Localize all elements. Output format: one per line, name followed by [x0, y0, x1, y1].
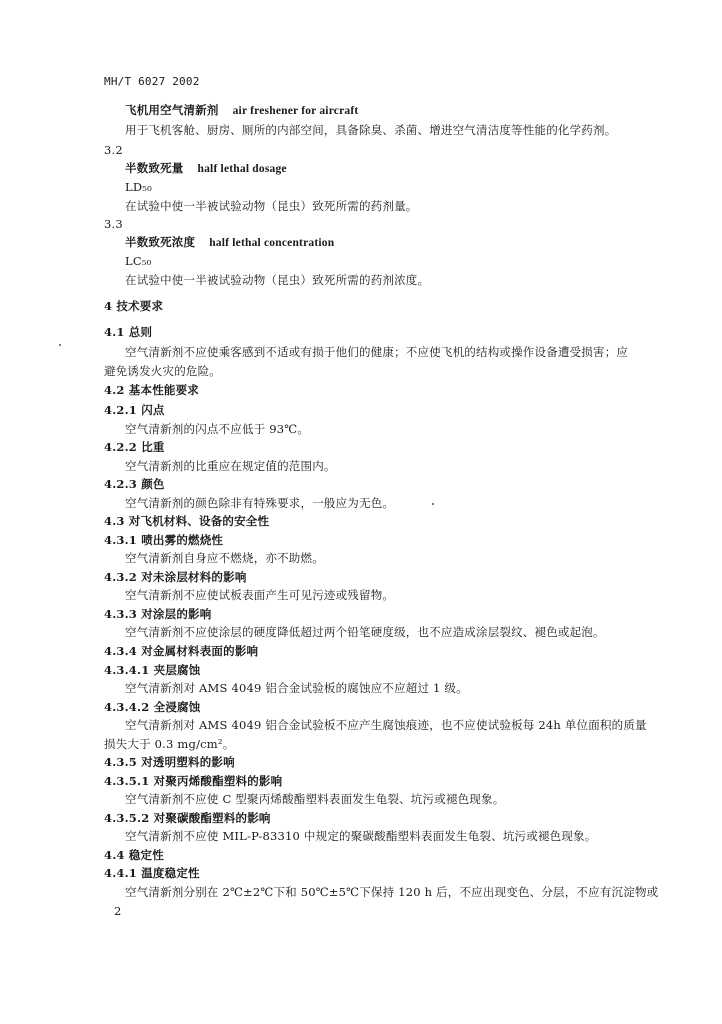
term-zh: 飞机用空气清新剂 [125, 103, 219, 117]
term-zh: 半数致死浓度 [125, 235, 196, 249]
clause-heading: 4.2.3 颜色 [104, 477, 165, 491]
paragraph-text: 空气清新剂的颜色除非有特殊要求，一般应为无色。 [125, 496, 395, 510]
section-heading: 4 技术要求 [104, 299, 164, 313]
clause-heading: 4.2.1 闪点 [104, 403, 165, 417]
clause-heading: 4.3.1 喷出雾的燃烧性 [104, 533, 224, 547]
clause-heading: 4.3 对飞机材料、设备的安全性 [104, 514, 270, 528]
term-heading [125, 235, 334, 250]
abbreviation: LC₅₀ [125, 254, 152, 268]
abbreviation: LD₅₀ [125, 180, 152, 194]
scan-speck [432, 503, 434, 505]
term-heading [125, 161, 287, 176]
clause-heading: 4.2.2 比重 [104, 440, 165, 454]
paragraph-text: 空气清新剂不应使涂层的硬度降低超过两个铅笔硬度级，也不应造成涂层裂纹、褪色或起泡。 [125, 625, 605, 639]
definition-text: 在试验中使一半被试验动物（昆虫）致死所需的药剂量。 [125, 199, 418, 213]
term-en: half lethal concentration [209, 237, 335, 249]
definition-text: 在试验中使一半被试验动物（昆虫）致死所需的药剂浓度。 [125, 273, 430, 287]
standard-number-header: MH/T 6027 2002 [104, 75, 200, 88]
scan-speck [59, 344, 61, 346]
clause-heading: 4.3.4.1 夹层腐蚀 [104, 663, 201, 677]
paragraph-text: 空气清新剂不应使试板表面产生可见污迹或残留物。 [125, 588, 395, 602]
paragraph-text: 避免诱发火灾的危险。 [104, 364, 221, 378]
clause-heading: 4.3.5.2 对聚碳酸酯塑料的影响 [104, 811, 271, 825]
clause-heading: 4.3.4.2 全浸腐蚀 [104, 700, 201, 714]
clause-heading: 4.2 基本性能要求 [104, 383, 200, 397]
term-heading [125, 103, 358, 118]
paragraph-text: 空气清新剂不应使 C 型聚丙烯酸酯塑料表面发生龟裂、坑污或褪色现象。 [125, 792, 505, 806]
clause-heading: 4.3.5.1 对聚丙烯酸酯塑料的影响 [104, 774, 283, 788]
paragraph-text: 空气清新剂不应使乘客感到不适或有损于他们的健康；不应使飞机的结构或操作设备遭受损害；应 [125, 345, 629, 359]
term-en: air freshener for aircraft [232, 105, 359, 117]
clause-heading: 4.4.1 温度稳定性 [104, 866, 200, 880]
clause-heading: 4.3.4 对金属材料表面的影响 [104, 644, 259, 658]
paragraph-text: 空气清新剂分别在 2℃±2℃下和 50℃±5℃下保持 120 h 后，不应出现变色、分层，不应有沉淀物或 [125, 885, 659, 899]
paragraph-text: 空气清新剂不应使 MIL-P-83310 中规定的聚碳酸酯塑料表面发生龟裂、坑污或褪色现象。 [125, 829, 597, 843]
clause-heading: 4.3.5 对透明塑料的影响 [104, 755, 235, 769]
paragraph-text: 空气清新剂对 AMS 4049 铝合金试验板的腐蚀应不应超过 1 级。 [125, 681, 468, 695]
paragraph-text: 空气清新剂自身应不燃烧，亦不助燃。 [125, 551, 324, 565]
paragraph-text: 空气清新剂的闪点不应低于 93℃。 [125, 422, 310, 436]
paragraph-text: 空气清新剂对 AMS 4049 铝合金试验板不应产生腐蚀痕迹，也不应使试验板每 24h 单位面积的质量 [125, 718, 647, 732]
page-number: 2 [114, 904, 122, 918]
clause-number: 3.3 [104, 217, 123, 231]
clause-heading: 4.4 稳定性 [104, 848, 164, 862]
clause-heading: 4.3.2 对未涂层材料的影响 [104, 570, 247, 584]
definition-text: 用于飞机客舱、厨房、厕所的内部空间，具备除臭、杀菌、增进空气清洁度等性能的化学药剂。 [125, 123, 617, 137]
term-zh: 半数致死量 [125, 161, 184, 175]
paragraph-text: 空气清新剂的比重应在规定值的范围内。 [125, 459, 336, 473]
clause-number: 3.2 [104, 143, 123, 157]
clause-heading: 4.1 总则 [104, 325, 153, 339]
clause-heading: 4.3.3 对涂层的影响 [104, 607, 212, 621]
paragraph-text: 损失大于 0.3 mg/cm²。 [104, 737, 235, 751]
term-en: half lethal dosage [197, 163, 287, 175]
